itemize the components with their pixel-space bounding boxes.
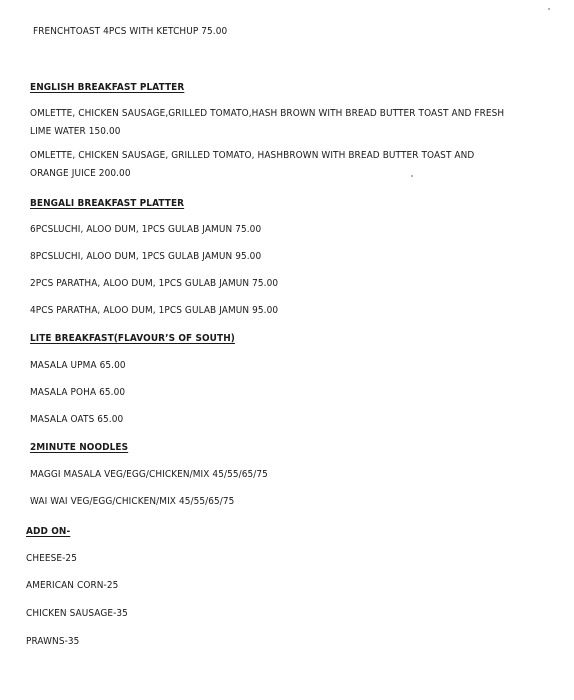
menu-item-french-toast: FRENCHTOAST 4PCS WITH KETCHUP 75.00 <box>33 26 228 37</box>
addon-item-chicken-sausage: CHICKEN SAUSAGE-35 <box>26 608 128 619</box>
section-heading-add-on: ADD ON- <box>26 526 71 537</box>
section-heading-english-breakfast: ENGLISH BREAKFAST PLATTER <box>30 82 185 93</box>
section-heading-bengali-breakfast: BENGALI BREAKFAST PLATTER <box>30 198 185 209</box>
menu-item-english-2-line1: OMLETTE, CHICKEN SAUSAGE, GRILLED TOMATO, HASHBROWN WITH BREAD BUTTER TOAST AND <box>30 150 475 161</box>
menu-item-noodles-1: MAGGI MASALA VEG/EGG/CHICKEN/MIX 45/55/65/75 <box>30 469 268 480</box>
menu-item-lite-3: MASALA OATS 65.00 <box>30 414 124 425</box>
scan-speck <box>548 8 550 10</box>
addon-item-american-corn: AMERICAN CORN-25 <box>26 580 119 591</box>
menu-item-noodles-2: WAI WAI VEG/EGG/CHICKEN/MIX 45/55/65/75 <box>30 496 235 507</box>
menu-item-lite-1: MASALA UPMA 65.00 <box>30 360 126 371</box>
menu-item-english-1-line2: LIME WATER 150.00 <box>30 126 121 137</box>
menu-item-english-1-line1: OMLETTE, CHICKEN SAUSAGE,GRILLED TOMATO,HASH BROWN WITH BREAD BUTTER TOAST AND FRESH <box>30 108 505 119</box>
addon-item-cheese: CHEESE-25 <box>26 553 77 564</box>
section-heading-noodles: 2MINUTE NOODLES <box>30 442 129 453</box>
menu-item-bengali-4: 4PCS PARATHA, ALOO DUM, 1PCS GULAB JAMUN 95.00 <box>30 305 279 316</box>
menu-item-lite-2: MASALA POHA 65.00 <box>30 387 126 398</box>
menu-item-bengali-3: 2PCS PARATHA, ALOO DUM, 1PCS GULAB JAMUN 75.00 <box>30 278 279 289</box>
addon-item-prawns: PRAWNS-35 <box>26 636 80 647</box>
menu-item-bengali-2: 8PCSLUCHI, ALOO DUM, 1PCS GULAB JAMUN 95.00 <box>30 251 262 262</box>
menu-item-english-2-line2: ORANGE JUICE 200.00 <box>30 168 131 179</box>
menu-item-bengali-1: 6PCSLUCHI, ALOO DUM, 1PCS GULAB JAMUN 75.00 <box>30 224 262 235</box>
scan-speck <box>411 175 413 177</box>
section-heading-lite-breakfast: LITE BREAKFAST(FLAVOUR’S OF SOUTH) <box>30 333 235 344</box>
